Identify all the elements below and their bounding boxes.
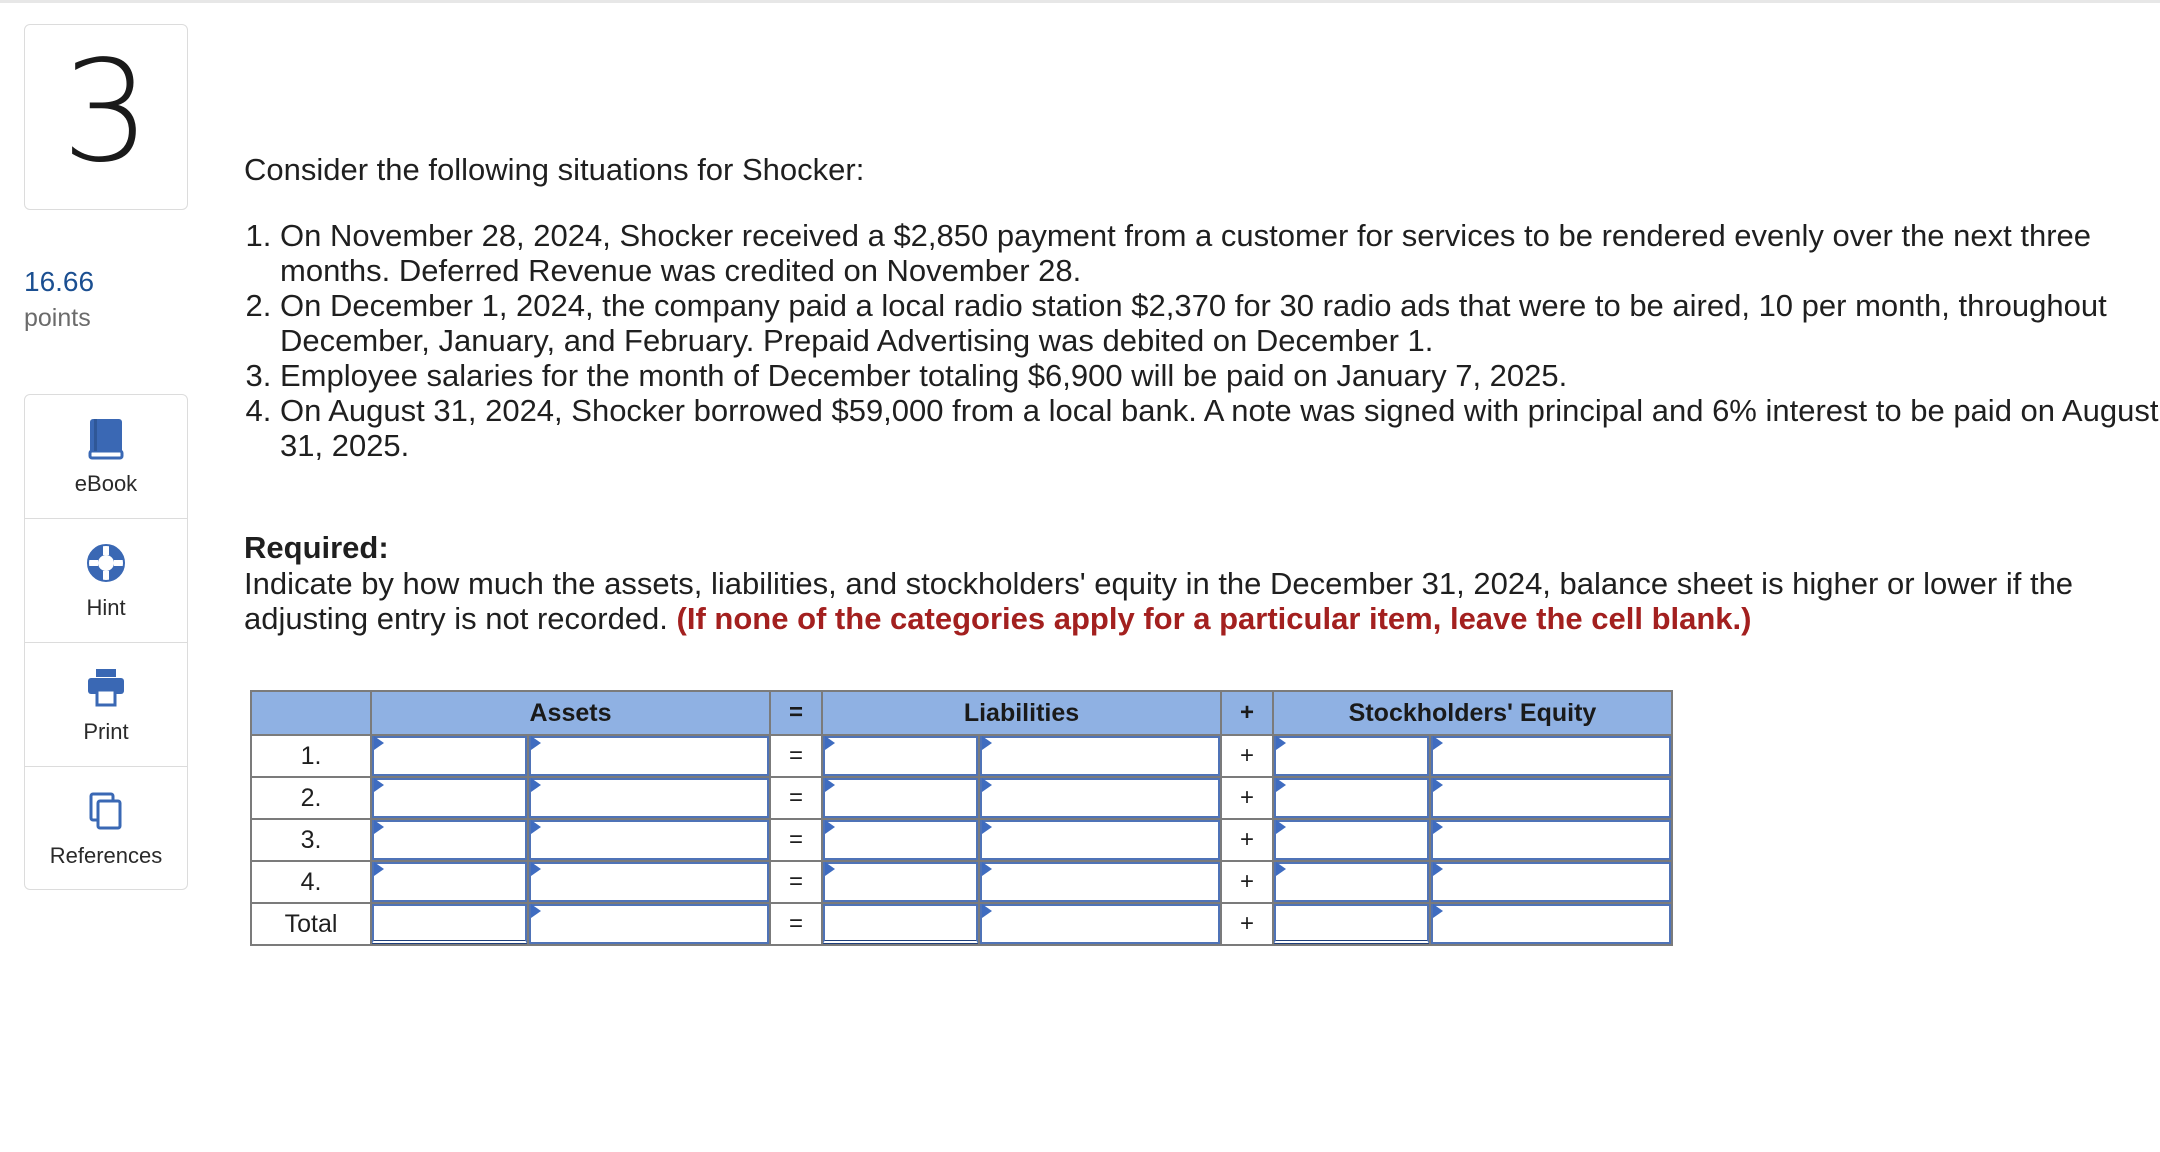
plus-sign: + (1221, 903, 1273, 945)
assets-amount-input[interactable] (529, 778, 769, 818)
equity-direction-input[interactable] (1274, 778, 1429, 818)
references-label: References (49, 843, 163, 868)
print-button[interactable] (25, 643, 187, 767)
required-heading: Required: (244, 530, 389, 565)
equity-direction-cell[interactable] (1273, 861, 1430, 903)
dropdown-flag-icon (1433, 778, 1443, 792)
equity-amount-input[interactable] (1431, 736, 1671, 776)
required-note: (If none of the categories apply for a particular item, leave the cell blank.) (676, 601, 1752, 636)
dropdown-flag-icon (825, 862, 835, 876)
liabilities-direction-cell[interactable] (822, 903, 979, 945)
assets-direction-input[interactable] (372, 778, 527, 818)
liabilities-amount-cell[interactable] (979, 861, 1221, 903)
assets-amount-input[interactable] (529, 736, 769, 776)
liabilities-amount-cell[interactable] (979, 735, 1221, 777)
liabilities-direction-cell[interactable] (822, 819, 979, 861)
assets-direction-input[interactable] (372, 820, 527, 860)
dropdown-flag-icon (982, 862, 992, 876)
liabilities-amount-input[interactable] (980, 736, 1220, 776)
equity-direction-cell[interactable] (1273, 903, 1430, 945)
dropdown-flag-icon (374, 778, 384, 792)
plus-sign: + (1221, 735, 1273, 777)
dropdown-flag-icon (982, 904, 992, 918)
equals-sign: = (770, 861, 822, 903)
header-liabilities: Liabilities (822, 691, 1221, 735)
assets-amount-cell[interactable] (528, 861, 770, 903)
equity-direction-input[interactable] (1274, 862, 1429, 902)
liabilities-direction-cell[interactable] (822, 777, 979, 819)
assets-amount-cell[interactable] (528, 735, 770, 777)
hint-button[interactable] (25, 519, 187, 643)
liabilities-direction-cell[interactable] (822, 861, 979, 903)
accounting-equation-table (250, 690, 1673, 946)
equity-amount-input[interactable] (1431, 778, 1671, 818)
equals-sign: = (770, 903, 822, 945)
equity-amount-input[interactable] (1431, 862, 1671, 902)
assets-amount-cell[interactable] (528, 777, 770, 819)
table-row (251, 735, 1672, 777)
equals-sign: = (770, 777, 822, 819)
table-row (251, 861, 1672, 903)
dropdown-flag-icon (531, 778, 541, 792)
liabilities-direction-input[interactable] (823, 778, 978, 818)
header-equals: = (770, 691, 822, 735)
dropdown-flag-icon (1276, 862, 1286, 876)
assets-amount-input[interactable] (529, 820, 769, 860)
equity-direction-input[interactable] (1274, 820, 1429, 860)
dropdown-flag-icon (982, 820, 992, 834)
assets-direction-cell[interactable] (371, 777, 528, 819)
table-header-row (251, 691, 1672, 735)
dropdown-flag-icon (374, 820, 384, 834)
liabilities-direction-input[interactable] (823, 862, 978, 902)
assets-amount-input[interactable] (529, 862, 769, 902)
dropdown-flag-icon (531, 904, 541, 918)
row-label: 1. (251, 735, 371, 777)
assets-amount-cell[interactable] (528, 819, 770, 861)
dropdown-flag-icon (1433, 862, 1443, 876)
header-plus: + (1221, 691, 1273, 735)
dropdown-flag-icon (825, 736, 835, 750)
dropdown-flag-icon (1276, 778, 1286, 792)
points-value: 16.66 (24, 266, 95, 297)
equity-direction-cell[interactable] (1273, 819, 1430, 861)
liabilities-total-amount-input[interactable] (980, 904, 1220, 944)
top-divider (0, 0, 2160, 3)
liabilities-total-direction-input[interactable] (823, 904, 978, 944)
required-instructions: Indicate by how much the assets, liabilities, and stockholders' equity in the December 31, 2024, balance sheet is higher or lower if the adjusting entry is not recorded. (244, 566, 2074, 636)
hint-label: Hint (86, 594, 126, 620)
assets-amount-cell[interactable] (528, 903, 770, 945)
equity-total-amount-input[interactable] (1431, 904, 1671, 944)
dropdown-flag-icon (1276, 820, 1286, 834)
liabilities-amount-input[interactable] (980, 862, 1220, 902)
row-label: 4. (251, 861, 371, 903)
equals-sign: = (770, 735, 822, 777)
plus-sign: + (1221, 819, 1273, 861)
dropdown-flag-icon (531, 820, 541, 834)
dropdown-flag-icon (1433, 904, 1443, 918)
equity-amount-cell[interactable] (1430, 735, 1672, 777)
references-button[interactable] (25, 767, 187, 891)
printer-icon (84, 665, 128, 709)
liabilities-direction-input[interactable] (823, 736, 978, 776)
equity-amount-cell[interactable] (1430, 777, 1672, 819)
equals-sign: = (770, 819, 822, 861)
situation-item: 3. Employee salaries for the month of December totaling $6,900 will be paid on January 7, 2025. (280, 358, 2160, 393)
dropdown-flag-icon (531, 862, 541, 876)
row-label: 2. (251, 777, 371, 819)
liabilities-amount-input[interactable] (980, 778, 1220, 818)
print-label: Print (83, 718, 129, 744)
table-row (251, 777, 1672, 819)
question-number: 3 (61, 31, 151, 194)
assets-direction-cell[interactable] (371, 903, 528, 945)
dropdown-flag-icon (1276, 736, 1286, 750)
header-equity: Stockholders' Equity (1273, 691, 1672, 735)
situations-list (244, 218, 2160, 463)
dropdown-flag-icon (982, 778, 992, 792)
copy-icon (84, 789, 128, 833)
dropdown-flag-icon (531, 736, 541, 750)
dropdown-flag-icon (374, 736, 384, 750)
plus-sign: + (1221, 777, 1273, 819)
equity-amount-cell[interactable] (1430, 861, 1672, 903)
dropdown-flag-icon (1433, 820, 1443, 834)
liabilities-direction-input[interactable] (823, 820, 978, 860)
assets-direction-input[interactable] (372, 736, 527, 776)
assets-total-direction-input[interactable] (372, 904, 527, 944)
problem-intro: Consider the following situations for Shocker: (244, 152, 865, 187)
required-text (244, 566, 2124, 636)
equity-direction-cell[interactable] (1273, 735, 1430, 777)
assets-direction-input[interactable] (372, 862, 527, 902)
row-label: Total (251, 903, 371, 945)
equity-amount-cell[interactable] (1430, 903, 1672, 945)
equity-direction-input[interactable] (1274, 736, 1429, 776)
equity-total-direction-input[interactable] (1274, 904, 1429, 944)
equity-amount-cell[interactable] (1430, 819, 1672, 861)
header-blank (251, 691, 371, 735)
table-row-total (251, 903, 1672, 945)
liabilities-amount-cell[interactable] (979, 819, 1221, 861)
lifebuoy-icon (84, 541, 128, 585)
equity-direction-cell[interactable] (1273, 777, 1430, 819)
tools-panel (24, 394, 188, 890)
liabilities-amount-input[interactable] (980, 820, 1220, 860)
equity-amount-input[interactable] (1431, 820, 1671, 860)
situation-item: 1. On November 28, 2024, Shocker received a $2,850 payment from a customer for services to be rendered evenly over the next three months. Deferred Revenue was credited on November 28. (280, 218, 2160, 288)
header-assets: Assets (371, 691, 770, 735)
liabilities-amount-cell[interactable] (979, 777, 1221, 819)
table-row (251, 819, 1672, 861)
assets-direction-cell[interactable] (371, 861, 528, 903)
question-number-box (24, 24, 188, 210)
dropdown-flag-icon (374, 862, 384, 876)
points-label: points (24, 304, 91, 332)
liabilities-amount-cell[interactable] (979, 903, 1221, 945)
book-icon (84, 417, 128, 461)
dropdown-flag-icon (825, 820, 835, 834)
dropdown-flag-icon (1433, 736, 1443, 750)
assets-total-amount-input[interactable] (529, 904, 769, 944)
ebook-button[interactable] (25, 395, 187, 519)
plus-sign: + (1221, 861, 1273, 903)
situation-item: 2. On December 1, 2024, the company paid a local radio station $2,370 for 30 radio ads that were to be aired, 10 per month, throughout December, January, and February. Prepaid Advertising was debited on December 1. (280, 288, 2160, 358)
situation-item: 4. On August 31, 2024, Shocker borrowed $59,000 from a local bank. A note was signed with principal and 6% interest to be paid on August 31, 2025. (280, 393, 2160, 463)
dropdown-flag-icon (982, 736, 992, 750)
dropdown-flag-icon (825, 778, 835, 792)
assets-direction-cell[interactable] (371, 819, 528, 861)
liabilities-direction-cell[interactable] (822, 735, 979, 777)
row-label: 3. (251, 819, 371, 861)
ebook-label: eBook (74, 470, 138, 496)
assets-direction-cell[interactable] (371, 735, 528, 777)
